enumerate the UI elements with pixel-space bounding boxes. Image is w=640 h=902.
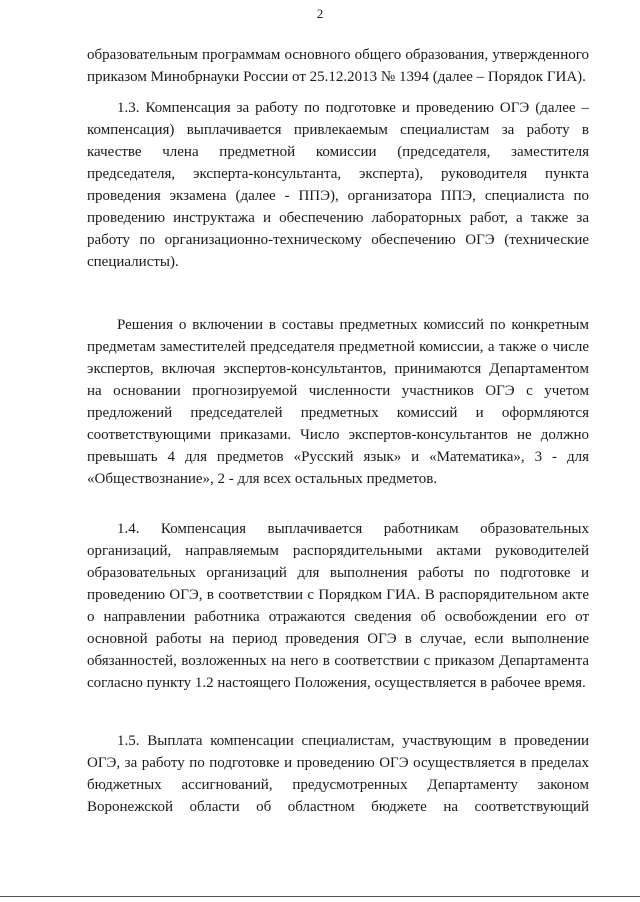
text-line: работу по организационно-техническому обеспечению ОГЭ (технические — [87, 232, 589, 248]
text-line: качестве члена предметной комиссии (председателя, заместителя — [87, 144, 589, 160]
text-line: 1.3. Компенсация за работу по подготовке и проведению ОГЭ (далее – — [117, 100, 589, 116]
text-line: «Обществознание», 2 - для всех остальных предметов. — [87, 471, 438, 487]
text-line: проведения экзамена (далее - ППЭ), организатора ППЭ, специалиста по — [87, 188, 589, 204]
text-line: бюджетных ассигнований, предусмотренных Департаменту законом — [87, 777, 589, 793]
text-line: на основании прогнозируемой численности участников ОГЭ с учетом — [87, 383, 589, 399]
text-line: организаций, направляемым распорядительными актами руководителей — [87, 543, 589, 559]
text-line: обязанностей, возложенных на него в соответствии с приказом Департамента — [87, 653, 589, 669]
text-line: превышать 4 для предметов «Русский язык» и «Математика», 3 - для — [87, 449, 589, 465]
paragraph-1-5 — [87, 730, 589, 818]
page-bottom-edge — [0, 896, 640, 897]
paragraph-1-3 — [87, 97, 589, 273]
text-line: согласно пункту 1.2 настоящего Положения, осуществляется в рабочее время. — [87, 675, 586, 691]
text-line: председателя, эксперта-консультанта, эксперта), руководителя пункта — [87, 166, 589, 182]
text-line: 1.4. Компенсация выплачивается работникам образовательных — [117, 521, 589, 537]
paragraph-decisions — [87, 314, 589, 490]
text-line: Воронежской области об областном бюджете на соответствующий — [87, 799, 589, 815]
text-line: Решения о включении в составы предметных комиссий по конкретным — [117, 317, 589, 333]
text-line: экспертов, включая экспертов-консультантов, принимаются Департаментом — [87, 361, 589, 377]
text-line: о направлении работника отражаются сведения об освобождении его от — [87, 609, 589, 625]
text-line: специалисты). — [87, 254, 179, 270]
text-line: соответствующими приказами. Число экспертов-консультантов не должно — [87, 427, 589, 443]
text-line: приказом Минобрнауки России от 25.12.2013 № 1394 (далее – Порядок ГИА). — [87, 69, 586, 85]
text-line: предложений председателей предметных комиссий и оформляются — [87, 405, 589, 421]
text-line: основной работы на период проведения ОГЭ в случае, если выполнение — [87, 631, 589, 647]
text-line: предметам заместителей председателя предметной комиссии, а также о числе — [87, 339, 589, 355]
text-line: 1.5. Выплата компенсации специалистам, участвующим в проведении — [117, 733, 589, 749]
paragraph-1-4 — [87, 518, 589, 694]
paragraph-continuation — [87, 44, 589, 88]
text-line: образовательных организаций для выполнения работы по подготовке и — [87, 565, 589, 581]
text-line: ОГЭ, за работу по подготовке и проведению ОГЭ осуществляется в пределах — [87, 755, 589, 771]
text-line: проведению ОГЭ, в соответствии с Порядком ГИА. В распорядительном акте — [87, 587, 589, 603]
text-line: компенсация) выплачивается привлекаемым специалистам за работу в — [87, 122, 589, 138]
text-line: проведению инструктажа и обеспечению лабораторных работ, а также за — [87, 210, 589, 226]
text-line: образовательным программам основного общего образования, утвержденного — [87, 47, 589, 63]
page-number: 2 — [316, 6, 324, 21]
